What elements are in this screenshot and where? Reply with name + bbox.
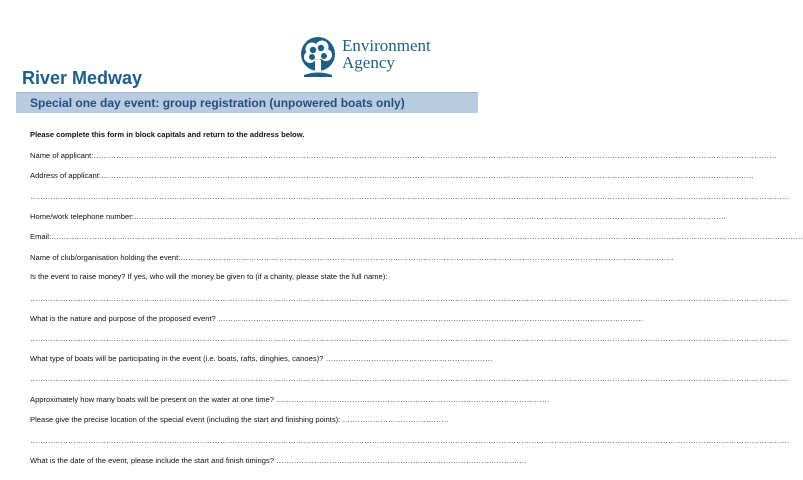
field-fundraising-answer[interactable]: ………………………………………………………………………………………………………………………………………………………………………………………………………………………………………………………………………… <box>30 294 790 303</box>
field-nature-purpose-continued[interactable]: ………………………………………………………………………………………………………………………………………………………………………………………………………………………………………………………………………… <box>30 334 790 343</box>
form-title: Special one day event: group registration (unpowered boats only) <box>30 96 405 110</box>
field-telephone[interactable]: Home/work telephone number:……………………………………………………………………………………………………………………………………………………………………………………………………………… <box>30 212 727 221</box>
field-boat-types[interactable]: What type of boats will be participating in the event (i.e. boats, rafts, dinghies, canoes)? ………………………………………………………… <box>30 354 493 363</box>
field-club-organisation[interactable]: Name of club/organisation holding the event:…………………………………………………………………………………………………………………………………………………………………………… <box>30 253 674 262</box>
field-event-location[interactable]: Please give the precise location of the special event (including the start and finishing points): …………………………………… <box>30 415 449 424</box>
field-email[interactable]: Email:……………………………………………………………………………………………………………………………………………………………………………………………………………………………………………………………………… <box>30 232 803 241</box>
field-event-location-continued[interactable]: ………………………………………………………………………………………………………………………………………………………………………………………………………………………………………………………………………… <box>30 436 790 445</box>
field-boat-count[interactable]: Approximately how many boats will be present on the water at one time? ……………………………………………………………………………………………… <box>30 395 550 404</box>
logo-wordmark <box>342 37 431 71</box>
form-title-banner <box>16 92 478 113</box>
field-nature-purpose[interactable]: What is the nature and purpose of the proposed event? …………………………………………………………………………………………………………………………………………………… <box>30 314 644 323</box>
form-instruction: Please complete this form in block capitals and return to the address below. <box>30 130 305 139</box>
field-applicant-address-continued[interactable]: ………………………………………………………………………………………………………………………………………………………………………………………………………………………………………………………………………… <box>30 192 790 201</box>
environment-agency-logo <box>298 36 448 78</box>
logo-line-1: Environment <box>342 36 431 55</box>
field-fundraising-question: Is the event to raise money? If yes, who will the money be given to (if a charity, please state the full name): <box>30 272 388 281</box>
logo-line-2: Agency <box>342 53 395 72</box>
field-event-date[interactable]: What is the date of the event, please include the start and finish timings? ……………………………………………………………………………………… <box>30 456 527 465</box>
page-title: River Medway <box>22 68 143 88</box>
tree-icon <box>298 36 338 78</box>
field-applicant-name[interactable]: Name of applicant:……………………………………………………………………………………………………………………………………………………………………………………………………………………………………………… <box>30 151 777 160</box>
field-applicant-address[interactable]: Address of applicant:…………………………………………………………………………………………………………………………………………………………………………………………………………………………………… <box>30 171 754 180</box>
field-boat-types-continued[interactable]: ………………………………………………………………………………………………………………………………………………………………………………………………………………………………………………………………………… <box>30 374 790 383</box>
